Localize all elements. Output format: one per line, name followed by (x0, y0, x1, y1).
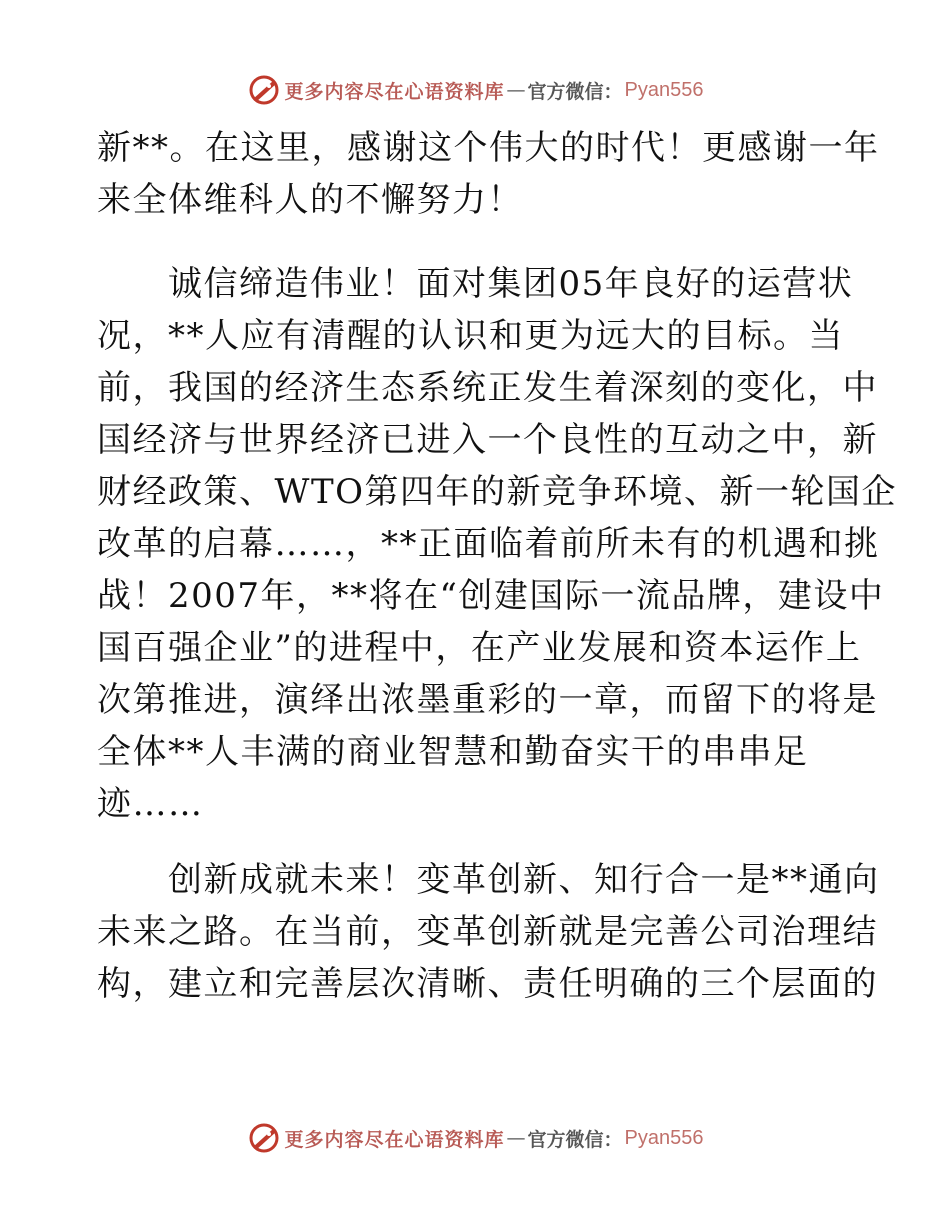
text-line: 诚信缔造伟业！面对集团05年良好的运营状 (97, 264, 854, 304)
text-line: 前，我国的经济生态系统正发生着深刻的变化，中 (97, 368, 878, 408)
text-line: 战！2007年，**将在“创建国际一流品牌，建设中 (97, 576, 885, 616)
paragraph-1 (97, 122, 880, 226)
footer-banner (0, 1118, 950, 1158)
banner-separator: — (506, 1127, 526, 1149)
text-line: 况，**人应有清醒的认识和更为远大的目标。当 (97, 316, 844, 356)
text-line: 国百强企业”的进程中，在产业发展和资本运作上 (97, 628, 862, 668)
text-line: 构，建立和完善层次清晰、责任明确的三个层面的 (97, 964, 878, 1004)
text-line: 未来之路。在当前，变革创新就是完善公司治理结 (97, 912, 878, 952)
text-line: 国经济与世界经济已进入一个良性的互动之中，新 (97, 420, 878, 460)
banner-wechat-id: Pyan556 (624, 78, 704, 101)
pen-logo-icon (247, 73, 281, 107)
text-line: 迹…… (97, 784, 204, 824)
text-line: 新**。在这里，感谢这个伟大的时代！更感谢一年 (97, 128, 880, 168)
pen-logo-icon (247, 1121, 281, 1155)
banner-wechat-label: 官方微信： (527, 1128, 623, 1151)
paragraph-2 (97, 258, 897, 830)
banner-separator: — (506, 79, 526, 101)
banner-wechat-label: 官方微信： (527, 80, 623, 103)
banner-wechat-id: Pyan556 (624, 1126, 704, 1149)
banner-text: 更多内容尽在心语资料库 (284, 1128, 505, 1151)
text-line: 来全体维科人的不懈努力！ (97, 180, 523, 220)
text-line: 次第推进，演绎出浓墨重彩的一章，而留下的将是 (97, 680, 878, 720)
text-line: 财经政策、WTO第四年的新竞争环境、新一轮国企 (97, 472, 897, 512)
text-line: 改革的启幕……，**正面临着前所未有的机遇和挑 (97, 524, 880, 564)
text-line: 全体**人丰满的商业智慧和勤奋实干的串串足 (97, 732, 809, 772)
header-banner (0, 70, 950, 110)
text-line: 创新成就未来！变革创新、知行合一是**通向 (97, 860, 880, 900)
banner-text: 更多内容尽在心语资料库 (284, 80, 505, 103)
paragraph-3 (97, 854, 880, 1010)
document-body (97, 122, 897, 1010)
